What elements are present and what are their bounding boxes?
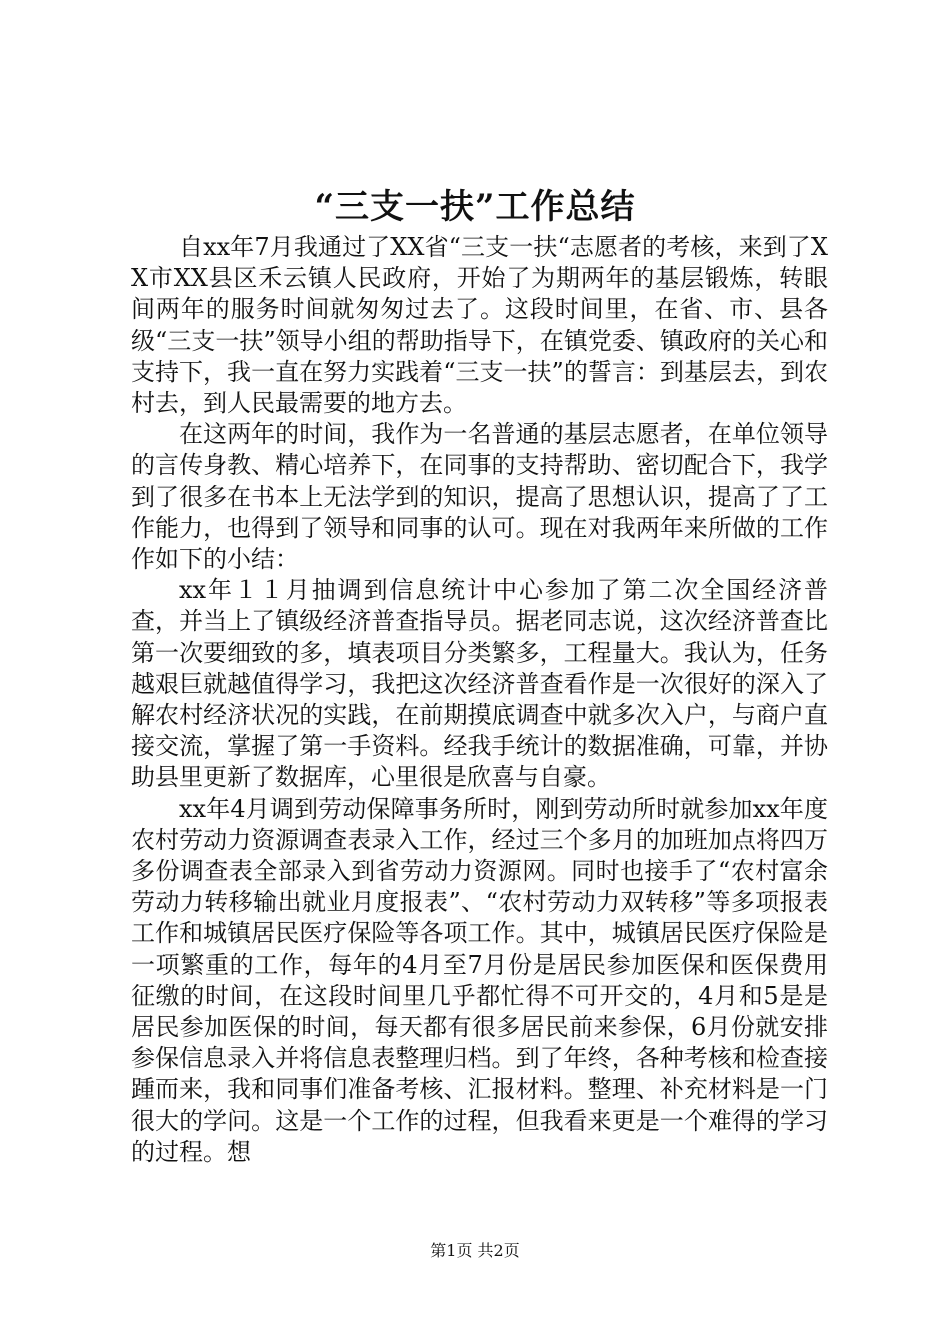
document-title: “三支一扶”工作总结 [314,187,636,227]
document-body [131,232,828,1168]
paragraph-intro: 自xx年7月我通过了XX省“三支一扶“志愿者的考核，来到了XX市XX县区禾云镇人民政府，开始了为期两年的基层锻炼，转眼间两年的服务时间就匆匆过去了。这段时间里，在省、市、县各级“三支一扶”领导小组的帮助指导下，在镇党委、镇政府的关心和支持下，我一直在努力实践着“三支一扶”的誓言：到基层去，到农村去，到人民最需要的地方去。 [131,233,828,418]
paragraph-labor: xx年4月调到劳动保障事务所时，刚到劳动所时就参加xx年度农村劳动力资源调查表录入工作，经过三个多月的加班加点将四万多份调查表全部录入到省劳动力资源网。同时也接手了“农村富余劳动力转移输出就业月度报表”、“农村劳动力双转移”等多项报表工作和城镇居民医疗保险等各项工作。其中，城镇居民医疗保险是一项繁重的工作，每年的4月至7月份是居民参加医保和医保费用征缴的时间，在这段时间里几乎都忙得不可开交的，4月和5是是居民参加医保的时间，每天都有很多居民前来参保，6月份就安排参保信息录入并将信息表整理归档。到了年终，各种考核和检查接踵而来，我和同事们准备考核、汇报材料。整理、补充材料是一门很大的学问。这是一个工作的过程，但我看来更是一个难得的学习的过程。想 [131,794,828,1166]
paragraph-census: xx年１１月抽调到信息统计中心参加了第二次全国经济普查，并当上了镇级经济普查指导员。据老同志说，这次经济普查比第一次要细致的多，填表项目分类繁多，工程量大。我认为，任务越艰巨就越值得学习，我把这次经济普查看作是一次很好的深入了解农村经济状况的实践，在前期摸底调查中就多次入户，与商户直接交流，掌握了第一手资料。经我手统计的数据准确，可靠，并协助县里更新了数据库，心里很是欣喜与自豪。 [131,576,828,792]
paragraph-summary: 在这两年的时间，我作为一名普通的基层志愿者，在单位领导的言传身教、精心培养下，在同事的支持帮助、密切配合下，我学到了很多在书本上无法学到的知识，提高了思想认识，提高了了工作能力，也得到了领导和同事的认可。现在对我两年来所做的工作作如下的小结： [131,420,828,574]
page-footer: 第1页 共2页 [430,1241,520,1260]
